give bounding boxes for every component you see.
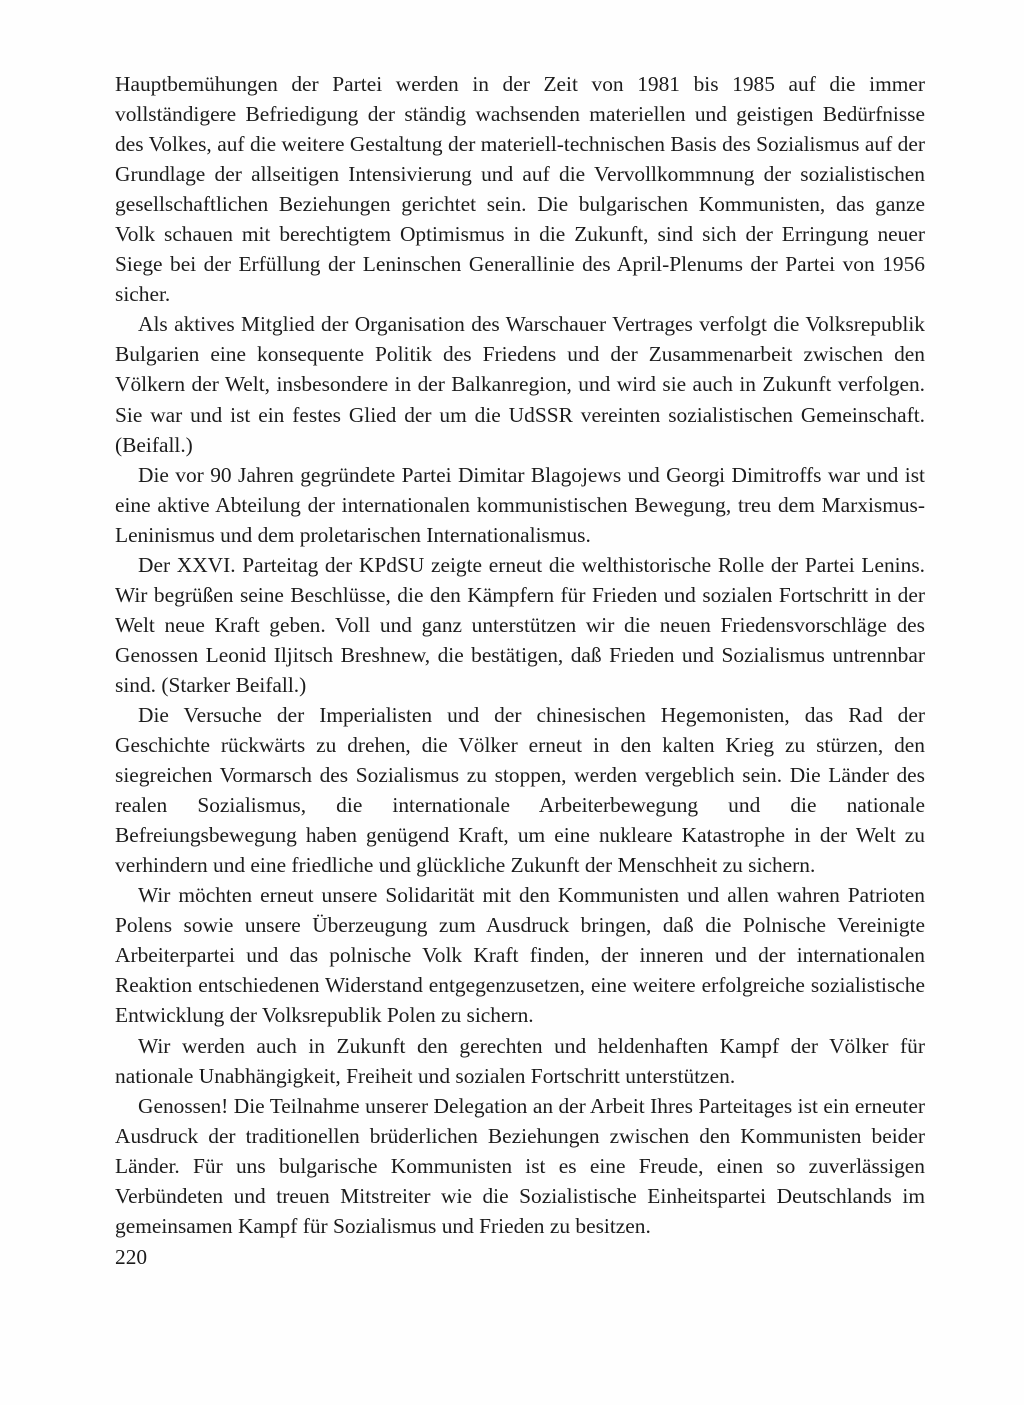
paragraph-3: Die vor 90 Jahren gegründete Partei Dimitar Blagojews und Georgi Dimitroffs war und ist eine aktive Abteilung der internationalen kommunistischen Bewegung, treu dem Marxismus-Leninismus und dem proletarischen Internationalismus. bbox=[115, 462, 925, 547]
paragraph-2: Als aktives Mitglied der Organisation des Warschauer Vertrages verfolgt die Volksrepublik Bulgarien eine konsequente Politik des Friedens und der Zusammenarbeit zwischen den Völkern der Welt, insbesondere in der Balkanregion, und wird sie auch in Zukunft verfolgen. Sie war und ist ein festes Glied der um die UdSSR vereinten sozialistischen Gemeinschaft. (Beifall.) bbox=[115, 312, 925, 457]
paragraph-1: Hauptbemühungen der Partei werden in der Zeit von 1981 bis 1985 auf die immer vollständigere Befriedigung der ständig wachsenden materiellen und geistigen Bedürfnisse des Volkes, auf die weitere Gestaltung der materiell-technischen Basis des Sozialismus auf der Grundlage der allseitigen Intensivierung und auf die Vervollkommnung der sozialistischen gesellschaftlichen Beziehungen gerichtet sein. Die bulgarischen Kommunisten, das ganze Volk schauen mit berechtigtem Optimismus in die Zukunft, sind sich der Erringung neuer Siege bei der Erfüllung der Leninschen Generallinie des April-Plenums der Partei von 1956 sicher. bbox=[115, 72, 925, 307]
paragraph-4: Der XXVI. Parteitag der KPdSU zeigte erneut die welthistorische Rolle der Partei Lenins. Wir begrüßen seine Beschlüsse, die den Kämpfern für Frieden und sozialen Fortschritt in der Welt neue Kraft geben. Voll und ganz unterstützen wir die neuen Friedensvorschläge des Genossen Leonid Iljitsch Breshnew, die bestätigen, daß Frieden und Sozialismus untrennbar sind. (Starker Beifall.) bbox=[115, 552, 925, 697]
paragraph-6: Wir möchten erneut unsere Solidarität mit den Kommunisten und allen wahren Patrioten Polens sowie unsere Überzeugung zum Ausdruck bringen, daß die Polnische Vereinigte Arbeiterpartei und das polnische Volk Kraft finden, der inneren und der internationalen Reaktion entschiedenen Widerstand entgegenzusetzen, eine weitere erfolgreiche sozialistische Entwicklung der Volksrepublik Polen zu sichern. bbox=[115, 883, 925, 1028]
paragraph-8: Genossen! Die Teilnahme unserer Delegation an der Arbeit Ihres Parteitages ist ein erneuter Ausdruck der traditionellen brüderlichen Beziehungen zwischen den Kommunisten beider Länder. Für uns bulgarische Kommunisten ist es eine Freude, einen so zuverlässigen Verbündeten und treuen Mitstreiter wie die Sozialistische Einheitspartei Deutschlands im gemeinsamen Kampf für Sozialismus und Frieden zu besitzen. bbox=[115, 1093, 925, 1238]
body-text bbox=[115, 69, 925, 1241]
page-number: 220 bbox=[115, 1245, 148, 1269]
paragraph-7: Wir werden auch in Zukunft den gerechten und heldenhaften Kampf der Völker für nationale Unabhängigkeit, Freiheit und sozialen Fortschritt unterstützen. bbox=[115, 1033, 925, 1088]
paragraph-5: Die Versuche der Imperialisten und der chinesischen Hegemonisten, das Rad der Geschichte rückwärts zu drehen, die Völker erneut in den kalten Krieg zu stürzen, den siegreichen Vormarsch des Sozialismus zu stoppen, werden vergeblich sein. Die Länder des realen Sozialismus, die internationale Arbeiterbewegung und die nationale Befreiungsbewegung haben genügend Kraft, um eine nukleare Katastrophe in der Welt zu verhindern und eine friedliche und glückliche Zukunft der Menschheit zu sichern. bbox=[115, 702, 925, 878]
